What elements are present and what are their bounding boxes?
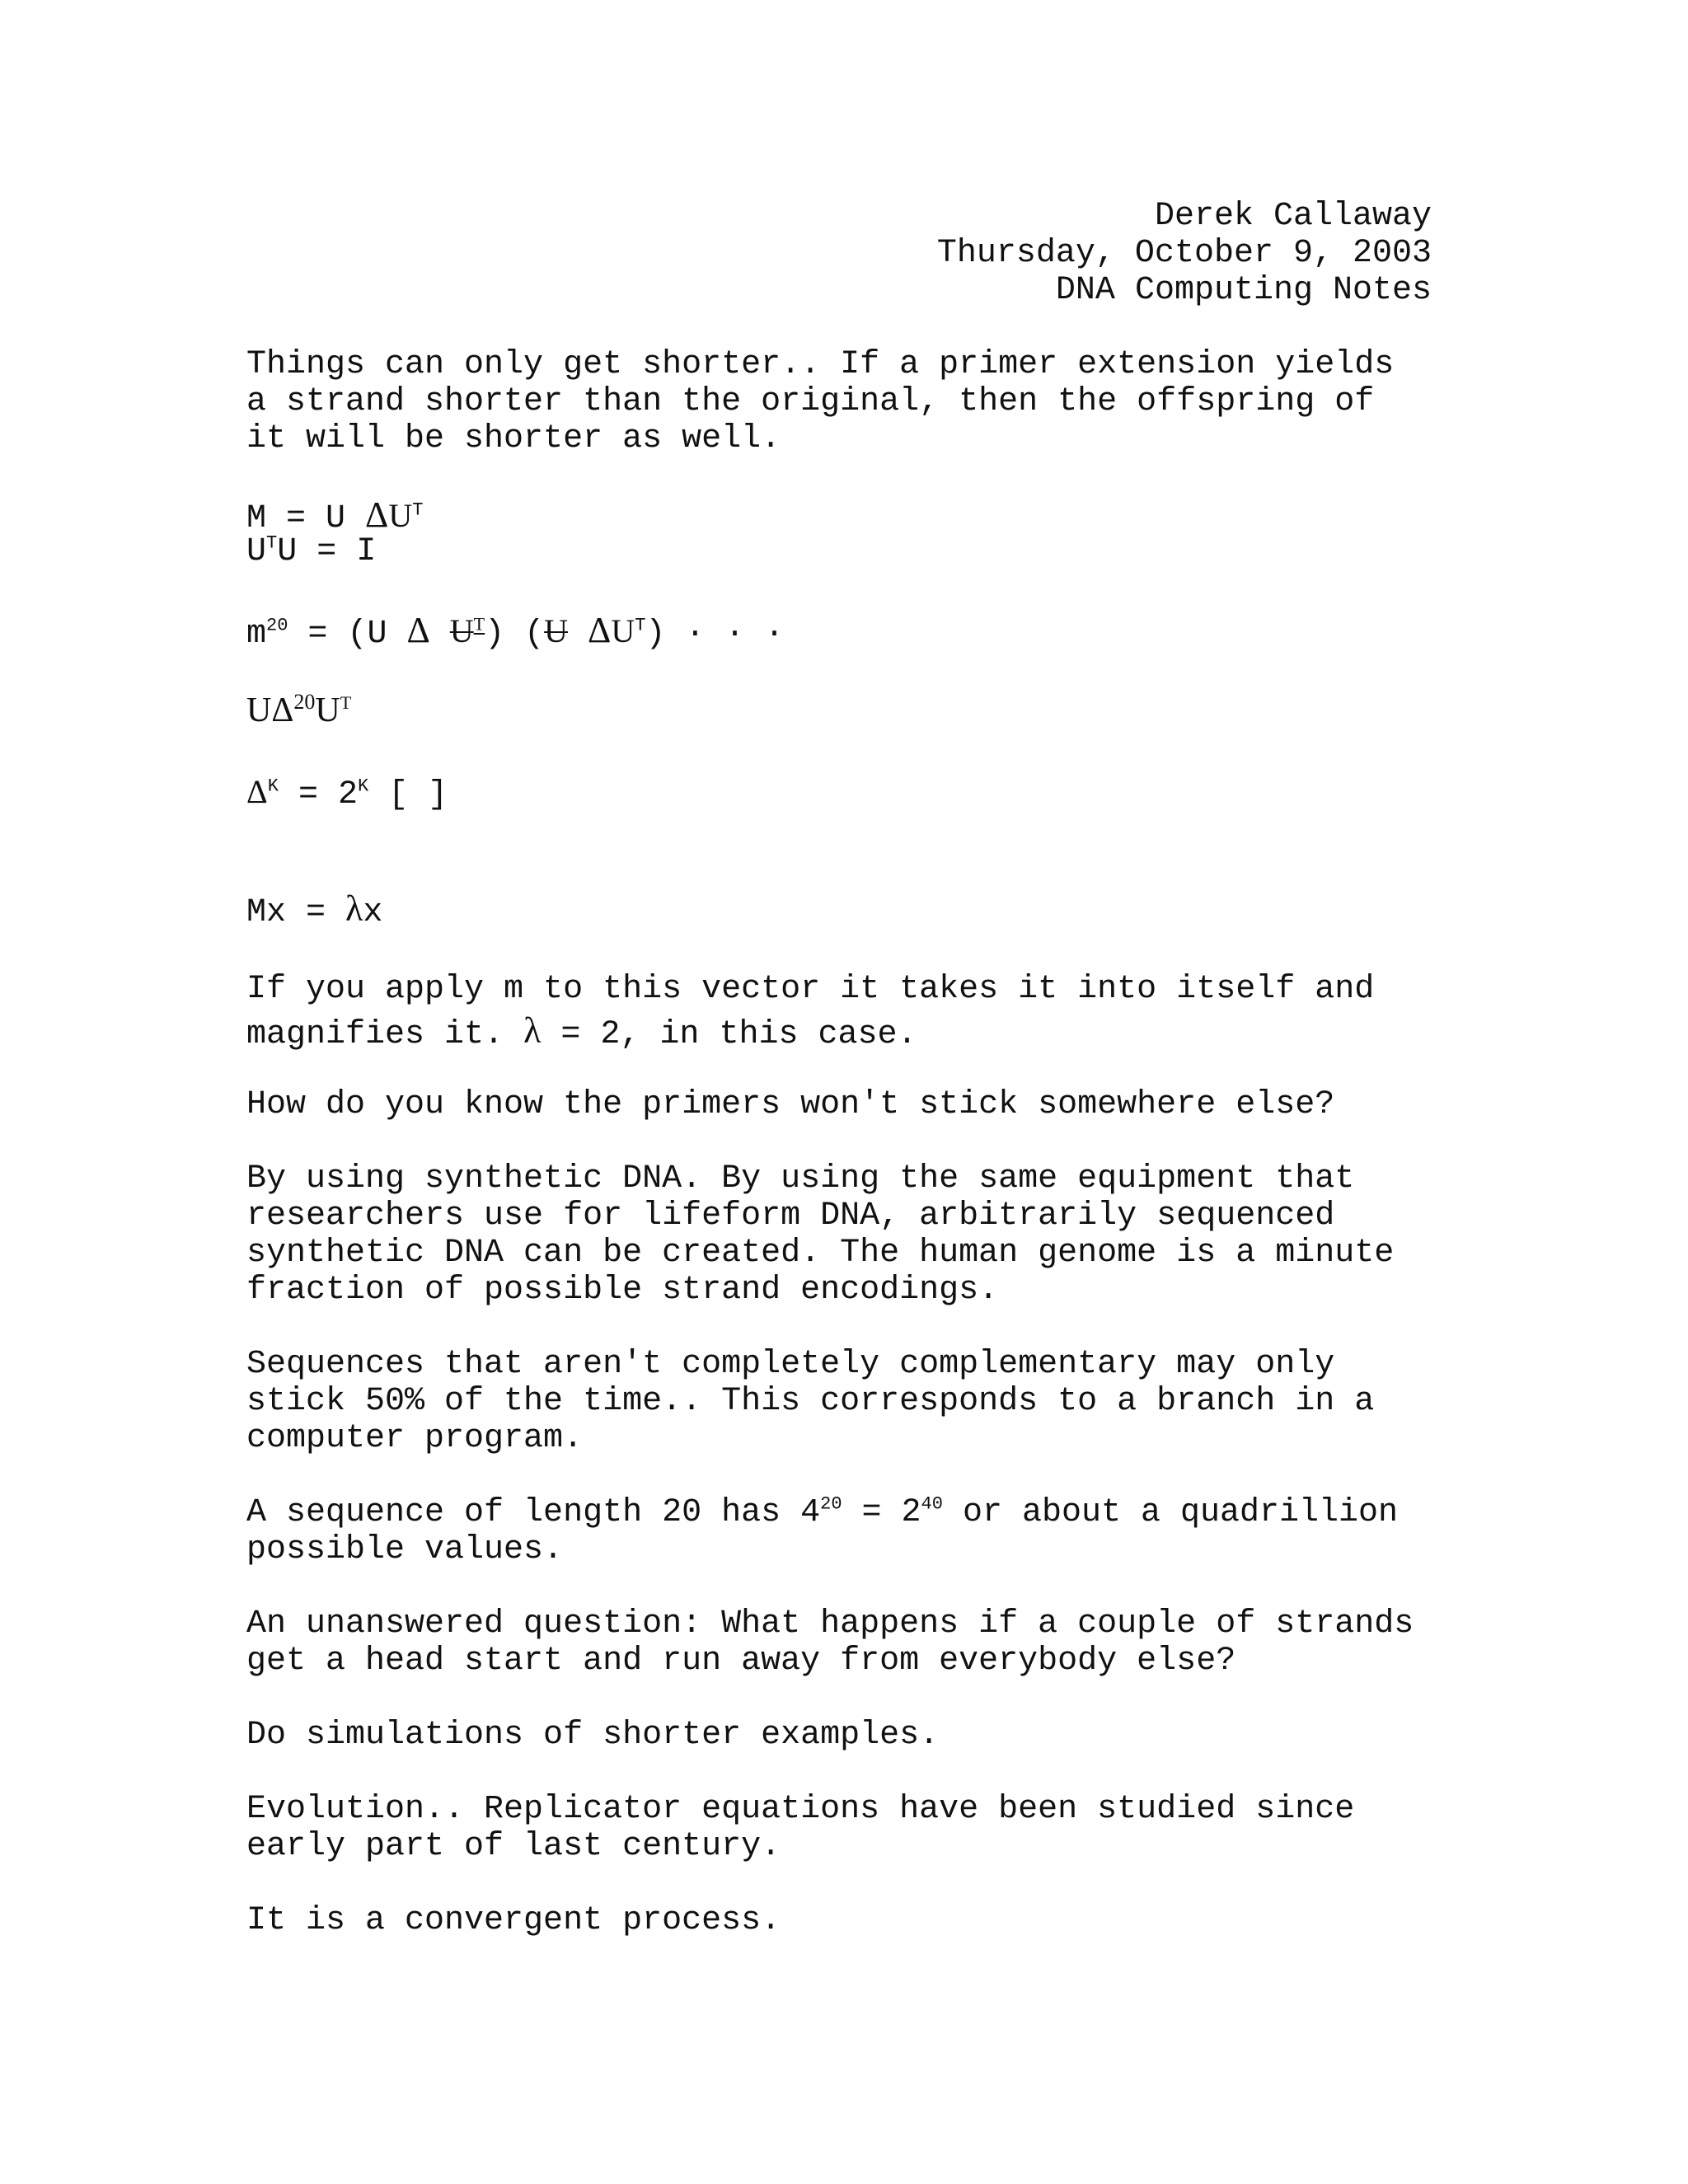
paragraph-convergent: It is a convergent process. <box>246 1902 781 1939</box>
document-header <box>937 198 1432 309</box>
paragraph-length-line2: possible values. <box>246 1531 564 1568</box>
paragraph-length-line1: A sequence of length 20 has $4^{20} = 2^{40}$ or about a quadrillion <box>246 1493 1399 1531</box>
author-name: Derek Callaway <box>1154 198 1432 235</box>
paragraph-apply-line2: magnifies it. λ = 2, in this case. <box>246 1010 917 1053</box>
paragraph-synthetic-dna: By using synthetic DNA. By using the same equipment that researchers use for lifeform DNA, arbitrarily sequenced synthetic DNA can be created. The human genome is a minute fraction of possible strand encodings. <box>246 1160 1395 1309</box>
paragraph-primers-question: How do you know the primers won't stick somewhere else? <box>246 1086 1335 1123</box>
paragraph-sequences: Sequences that aren't completely complementary may only stick 50% of the time.. This corresponds to a branch in a computer program. <box>246 1346 1375 1457</box>
paragraph-apply-line1: If you apply m to this vector it takes it into itself and <box>246 971 1375 1008</box>
document-date: Thursday, October 9, 2003 <box>936 235 1432 272</box>
document-title: DNA Computing Notes <box>1055 272 1432 309</box>
equation-eigendecomposition: M = U $\Delta U^T$ <box>246 494 424 537</box>
delta-symbol: Δ <box>365 494 389 535</box>
paragraph-shorter: Things can only get shorter.. If a primer extension yields a strand shorter than the original, then the offspring of it will be shorter as well. <box>246 346 1395 457</box>
lambda-symbol: λ <box>345 888 363 929</box>
cancelled-u-transpose: $U^T$ <box>449 612 485 649</box>
paragraph-evolution: Evolution.. Replicator equations have been studied since early part of last century. <box>246 1791 1355 1865</box>
equation-power-expansion: $m^{20} = (U$ Δ $U^T$) (U $\Delta U^T$) · · · <box>246 610 785 653</box>
equation-delta-k: $\Delta^K = 2^K$ [ ] <box>246 773 448 813</box>
paragraph-unanswered-question: An unanswered question: What happens if a couple of strands get a head start and run away from everybody else? <box>246 1605 1414 1680</box>
cancelled-u: U <box>544 612 569 649</box>
equation-orthogonal: $U^TU = I$ <box>246 532 377 570</box>
paragraph-simulations: Do simulations of shorter examples. <box>246 1717 940 1754</box>
equation-diagonal-power: $U\Delta^{20}U^T$ <box>246 690 352 729</box>
equation-eigenvalue: Mx = λx <box>246 888 383 931</box>
